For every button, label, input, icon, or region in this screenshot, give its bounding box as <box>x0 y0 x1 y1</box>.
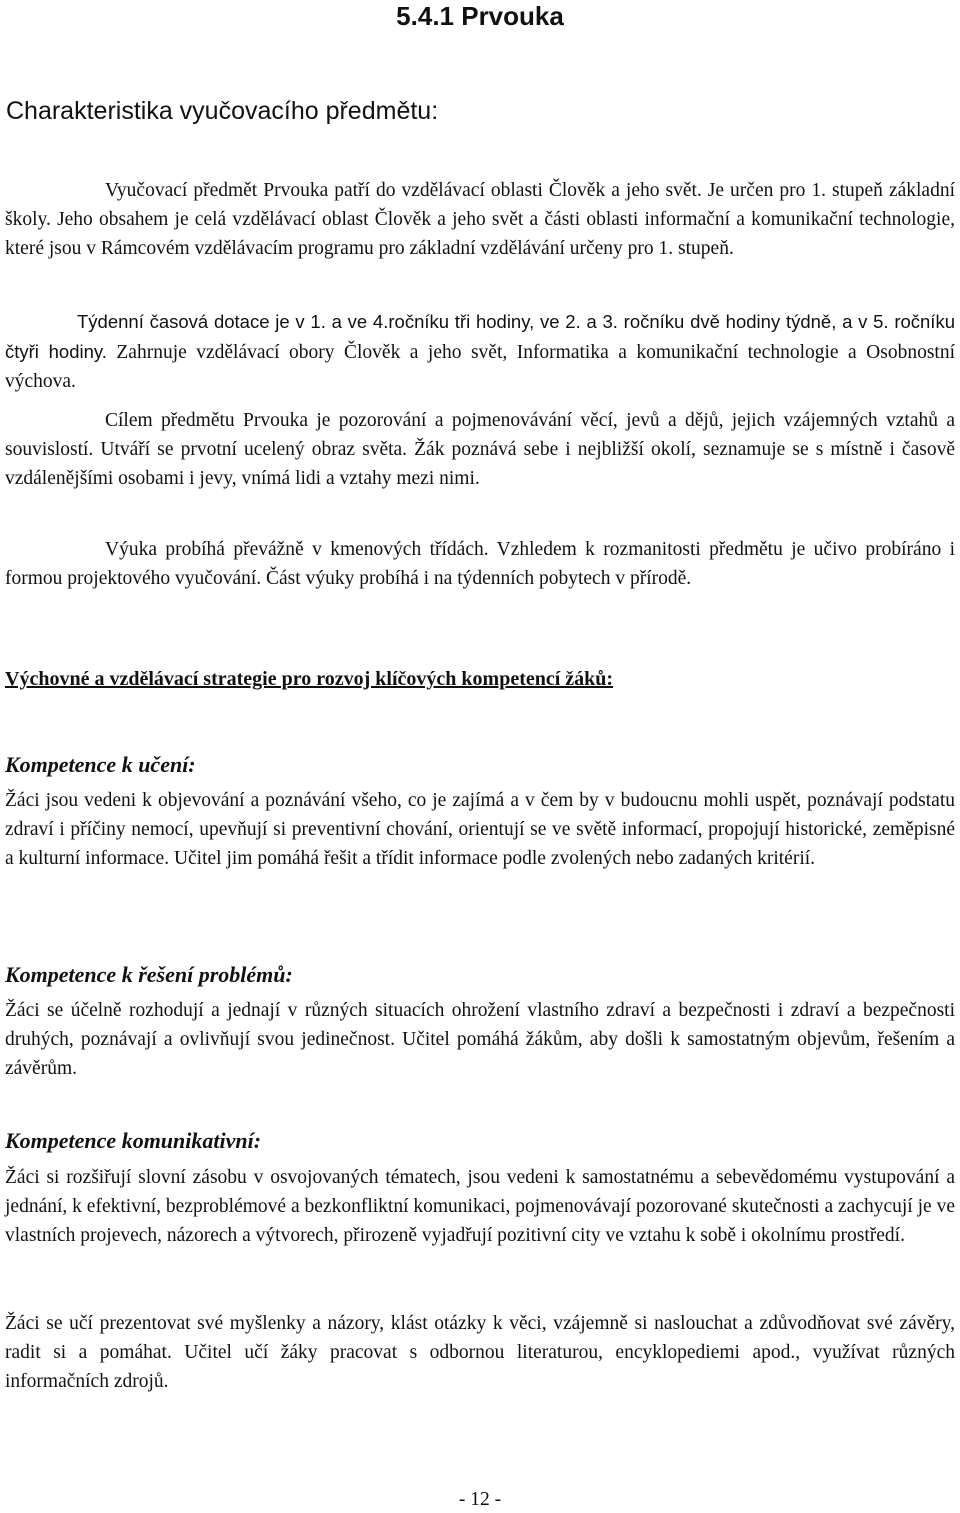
time-allocation-paragraph <box>5 307 955 396</box>
competence-learning-heading: Kompetence k učení: <box>5 752 196 777</box>
teaching-paragraph: Výuka probíhá převážně v kmenových třídách. Vzhledem k rozmanitosti předmětu je učivo probíráno i formou projektového vyučování. Část výuky probíhá i na týdenních pobytech v přírodě. <box>5 539 955 589</box>
competence-problem-solving-heading: Kompetence k řešení problémů: <box>5 962 293 987</box>
section-title: 5.4.1 Prvouka <box>396 1 564 31</box>
competence-communicative-paragraph-1: Žáci si rozšiřují slovní zásobu v osvojovaných tématech, jsou vedeni k samostatnému a sebevědomému vystupování a jednání, k efektivní, bezproblémové a bezkonfliktní komunikaci, pojmenovávají pozorované skutečnosti a zachycují je ve vlastních projevech, názorech a výtvorech, přirozeně vyjadřují pozitivní city ve vztahu k sobě i okolnímu prostředí. <box>5 1167 955 1246</box>
strategies-heading: Výchovné a vzdělávací strategie pro rozvoj klíčových kompetencí žáků: <box>5 668 614 690</box>
competence-problem-solving-paragraph: Žáci se účelně rozhodují a jednají v různých situacích ohrožení vlastního zdraví a bezpečnosti i zdraví a bezpečnosti druhých, poznávají a ovlivňují svou jedinečnost. Učitel pomáhá žákům, aby došli k samostatným objevům, řešením a závěrům. <box>5 1000 955 1079</box>
competence-communicative-heading: Kompetence komunikativní: <box>5 1128 262 1153</box>
goal-paragraph: Cílem předmětu Prvouka je pozorování a pojmenovávání věcí, jevů a dějů, jejich vzájemných vztahů a souvislostí. Utváří se prvotní ucelený obraz světa. Žák poznává sebe i nejbližší okolí, seznamuje se s místně i časově vzdálenějšími osobami i jevy, vnímá lidi a vztahy mezi nimi. <box>5 410 955 489</box>
competence-communicative-paragraph-2: Žáci se učí prezentovat své myšlenky a názory, klást otázky k věci, vzájemně si naslouchat a zdůvodňovat své závěry, radit si a pomáhat. Učitel učí žáky pracovat s odbornou literaturou, encyklopediemi apod., využívat různých informačních zdrojů. <box>5 1313 955 1392</box>
intro-paragraph: Vyučovací předmět Prvouka patří do vzdělávací oblasti Člověk a jeho svět. Je určen pro 1. stupeň základní školy. Jeho obsahem je celá vzdělávací oblast Člověk a jeho svět a části oblasti informační a komunikační technologie, které jsou v Rámcovém vzdělávacím programu pro základní vzdělávání určeny pro 1. stupeň. <box>5 180 955 259</box>
competence-learning-paragraph: Žáci jsou vedeni k objevování a poznávání všeho, co je zajímá a v čem by v budoucnu mohli uspět, poznávají podstatu zdraví i příčiny nemocí, upevňují si preventivní chování, orientují se ve světě informací, propojují historické, zeměpisné a kulturní informace. Učitel jim pomáhá řešit a třídit informace podle zvolených nebo zadaných kritérií. <box>5 790 955 869</box>
page-number: - 12 - <box>458 1489 502 1510</box>
subject-fields-text: Zahrnuje vzdělávací obory Člověk a jeho svět, Informatika a komunikační technologie a Osobnostní výchova. <box>5 342 955 392</box>
time-allocation-text: Týdenní časová dotace je v 1. a ve 4.ročníku tři hodiny, ve 2. a 3. ročníku dvě hodiny týdně, a v 5. ročníku čtyři hodiny. <box>5 311 955 362</box>
characteristic-heading: Charakteristika vyučovacího předmětu: <box>6 97 439 125</box>
